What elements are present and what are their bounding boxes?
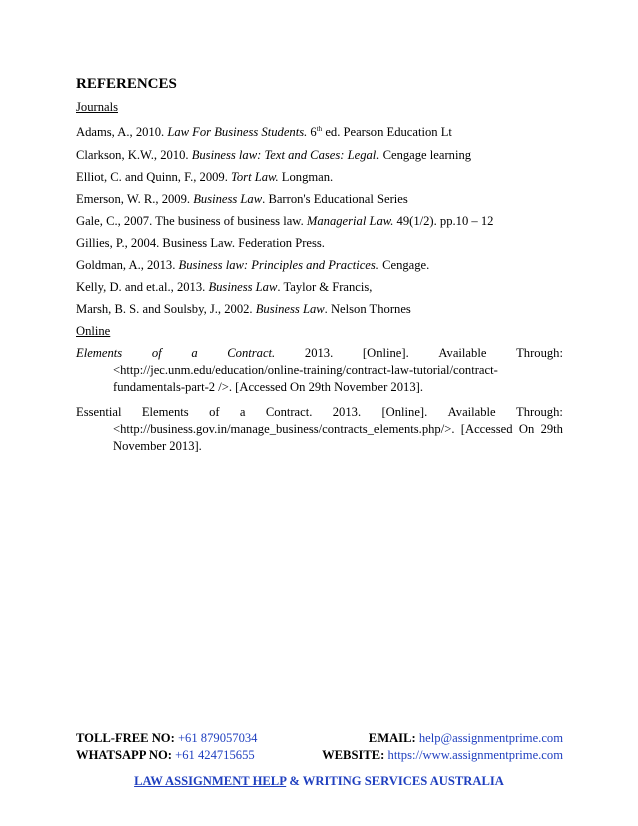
email-info xyxy=(369,731,563,746)
ref-word: [Accessed xyxy=(460,422,513,436)
journals-label: Journals xyxy=(76,100,118,114)
law-assignment-help-link[interactable]: LAW ASSIGNMENT HELP xyxy=(134,774,287,788)
ref-text: Gillies, P., 2004. Business Law. Federation Press. xyxy=(76,236,325,250)
reference-elliot xyxy=(76,170,333,185)
ref-text: Gale, C., 2007. The business of business law. xyxy=(76,214,307,228)
ref-text: Cengage. xyxy=(378,258,430,272)
reference-kelly xyxy=(76,280,372,295)
ref-text: Cengage learning xyxy=(379,148,472,162)
tollfree-number[interactable]: +61 879057034 xyxy=(177,731,258,745)
ref-word: a xyxy=(191,346,198,360)
whatsapp-info xyxy=(76,748,255,763)
ref-word: Contract. xyxy=(265,405,313,419)
ref-text: 49(1/2). pp.10 – 12 xyxy=(393,214,494,228)
references-heading: REFERENCES xyxy=(76,76,177,92)
online-reference-2-line-2 xyxy=(113,422,563,437)
online-reference-2-line-3: November 2013]. xyxy=(113,439,202,453)
reference-clarkson xyxy=(76,148,471,163)
ref-text: Elliot, C. and Quinn, F., 2009. xyxy=(76,170,232,184)
reference-gillies xyxy=(76,236,325,251)
ref-title: Tort Law. xyxy=(231,170,279,184)
tollfree-info xyxy=(76,731,257,746)
ref-text: ed. Pearson Education Lt xyxy=(322,125,452,139)
ref-word: of xyxy=(209,405,220,419)
email-label: EMAIL: xyxy=(368,731,416,745)
ref-word: [Online]. xyxy=(362,346,409,360)
whatsapp-number[interactable]: +61 424715655 xyxy=(175,748,255,762)
ref-word: Essential xyxy=(76,405,122,419)
online-label: Online xyxy=(76,324,111,338)
ref-text: . Nelson Thornes xyxy=(324,302,411,316)
website-label: WEBSITE: xyxy=(322,748,385,762)
ref-word: of xyxy=(151,346,162,360)
ref-word: Contract. xyxy=(227,346,276,360)
ref-title: Managerial Law. xyxy=(306,214,394,228)
reference-emerson xyxy=(76,192,408,207)
ref-word: On xyxy=(518,422,535,436)
ref-title: Business Law xyxy=(193,192,263,206)
whatsapp-label: WHATSAPP NO: xyxy=(76,748,172,762)
ref-title: Law For Business Students. xyxy=(167,125,308,139)
online-reference-1-line-1 xyxy=(76,346,563,361)
online-reference-1-line-2: <http://jec.unm.edu/education/online-training/contract-law-tutorial/contract- xyxy=(113,363,498,377)
ref-title: Business law: Principles and Practices. xyxy=(178,258,379,272)
reference-goldman xyxy=(76,258,429,273)
online-reference-2-line-1 xyxy=(76,405,563,420)
ref-word: Through: xyxy=(516,346,563,360)
ref-word: 2013. xyxy=(304,346,334,360)
ref-text: Clarkson, K.W., 2010. xyxy=(76,148,192,162)
reference-marsh xyxy=(76,302,411,317)
ref-title: Business law: Text and Cases: Legal. xyxy=(191,148,380,162)
reference-gale xyxy=(76,214,493,229)
ref-word: [Online]. xyxy=(381,405,428,419)
ref-word: Available xyxy=(447,405,496,419)
ref-text: 6 xyxy=(307,125,317,139)
ref-title: Business Law xyxy=(255,302,325,316)
ref-text: Adams, A., 2010. xyxy=(76,125,168,139)
ref-text: Goldman, A., 2013. xyxy=(76,258,179,272)
ref-word: Elements xyxy=(76,346,123,360)
website-link[interactable]: https://www.assignmentprime.com xyxy=(387,748,563,762)
ref-text: Marsh, B. S. and Soulsby, J., 2002. xyxy=(76,302,256,316)
ref-word: Available xyxy=(438,346,487,360)
tollfree-label: TOLL-FREE NO: xyxy=(76,731,175,745)
ref-text: . Taylor & Francis, xyxy=(277,280,373,294)
email-link[interactable]: help@assignmentprime.com xyxy=(418,731,563,745)
ref-word: <http://business.gov.in/manage_business/contracts_elements.php/>. xyxy=(113,422,455,436)
ref-word: Through: xyxy=(516,405,563,419)
ref-text: Emerson, W. R., 2009. xyxy=(76,192,194,206)
footer-title-rest: & WRITING SERVICES AUSTRALIA xyxy=(286,774,504,788)
website-info xyxy=(322,748,563,763)
reference-adams xyxy=(76,125,452,140)
online-reference-1-line-3: fundamentals-part-2 />. [Accessed On 29th November 2013]. xyxy=(113,380,423,394)
ref-superscript: th xyxy=(316,124,323,133)
ref-title: Business Law xyxy=(208,280,278,294)
ref-word: 29th xyxy=(540,422,563,436)
ref-text: Kelly, D. and et.al., 2013. xyxy=(76,280,209,294)
ref-word: 2013. xyxy=(332,405,362,419)
ref-word: Elements xyxy=(141,405,189,419)
footer-title xyxy=(0,774,638,789)
ref-text: Longman. xyxy=(278,170,334,184)
ref-text: . Barron's Educational Series xyxy=(262,192,408,206)
ref-word: a xyxy=(239,405,246,419)
